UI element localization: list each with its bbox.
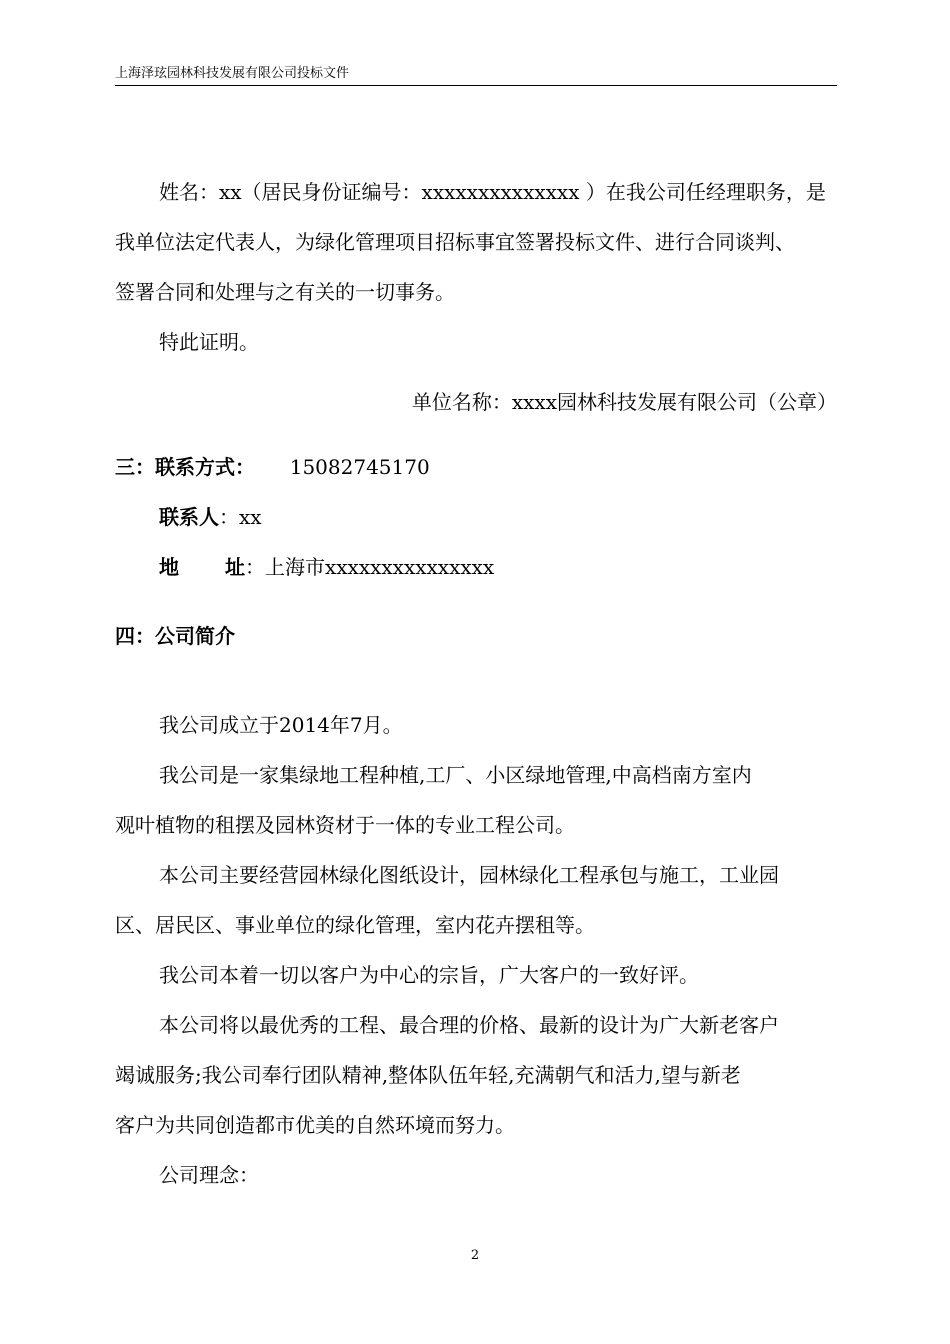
cert-paragraph-line: 我单位法定代表人，为绿化管理项目招标事宜签署投标文件、进行合同谈判、: [115, 230, 795, 254]
contact-person-value: ：xx: [219, 505, 262, 529]
contact-address-row: [159, 555, 881, 579]
intro-paragraph-line: 观叶植物的租摆及园林资材于一体的专业工程公司。: [115, 813, 575, 837]
contact-person-label: 联系人: [159, 505, 219, 529]
header-divider: [115, 85, 837, 86]
contact-heading: 三：联系方式：: [115, 455, 255, 479]
intro-paragraph-line: 本公司将以最优秀的工程、最合理的价格、最新的设计为广大新老客户: [159, 1013, 779, 1037]
contact-person-row: [159, 505, 881, 529]
intro-paragraph-line: 本公司主要经营园林绿化图纸设计，园林绿化工程承包与施工，工业园: [159, 863, 779, 887]
cert-closing: 特此证明。: [159, 330, 259, 354]
intro-paragraph-line: 我公司是一家集绿地工程种植,工厂、小区绿地管理,中高档南方室内: [159, 763, 752, 787]
contact-address-value: ：上海市xxxxxxxxxxxxxxx: [245, 555, 495, 579]
address-label-first: 地: [159, 555, 179, 579]
philosophy-label: 公司理念：: [159, 1163, 259, 1187]
page-header: 上海泽玹园林科技发展有限公司投标文件: [115, 66, 350, 81]
cert-paragraph-line: 姓名：xx（居民身份证编号：xxxxxxxxxxxxxx ）在我公司任经理职务，是: [159, 180, 826, 204]
intro-paragraph-line: 竭诚服务;我公司奉行团队精神,整体队伍年轻,充满朝气和活力,望与新老: [115, 1063, 741, 1087]
cert-paragraph-line: 签署合同和处理与之有关的一切事务。: [115, 280, 455, 304]
address-label-second: 址: [225, 555, 245, 579]
page-number: 2: [470, 1248, 480, 1263]
contact-section: [115, 455, 837, 479]
intro-paragraph-line: 客户为共同创造都市优美的自然环境而努力。: [115, 1113, 515, 1137]
intro-paragraph: 我公司成立于2014年7月。: [159, 713, 403, 737]
contact-phone: 15082745170: [289, 455, 430, 479]
intro-heading: 四：公司简介: [115, 624, 235, 648]
signature-line: 单位名称：xxxx园林科技发展有限公司（公章）: [411, 390, 837, 414]
intro-paragraph: 我公司本着一切以客户为中心的宗旨，广大客户的一致好评。: [159, 963, 699, 987]
intro-paragraph-line: 区、居民区、事业单位的绿化管理，室内花卉摆租等。: [115, 913, 595, 937]
